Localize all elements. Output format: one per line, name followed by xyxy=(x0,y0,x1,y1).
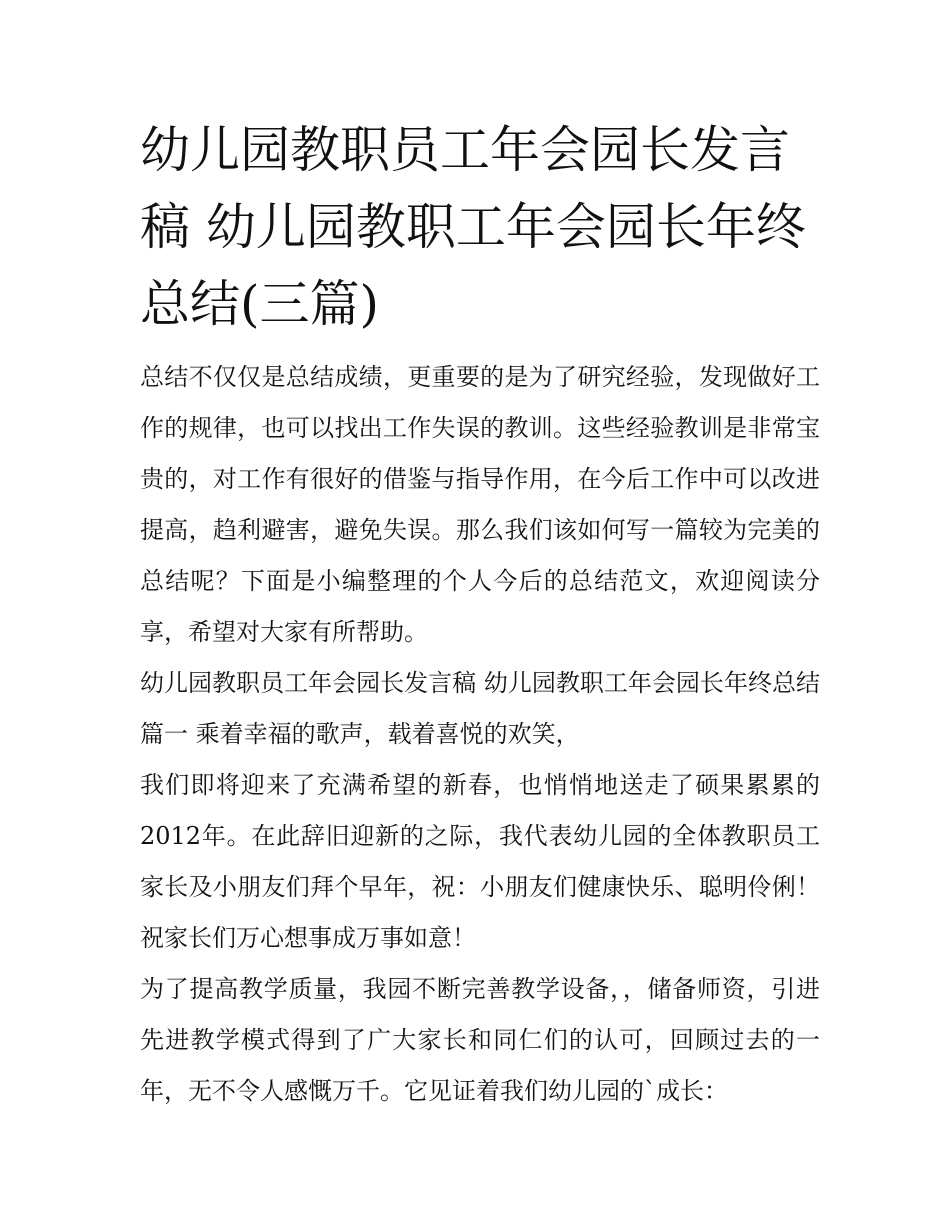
section-heading-paragraph: 幼儿园教职员工年会园长发言稿 幼儿园教职工年会园长年终总结篇一 乘着幸福的歌声，载着喜悦的欢笑， xyxy=(140,669,820,748)
greeting-paragraph: 我们即将迎来了充满希望的新春，也悄悄地送走了硕果累累的2012年。在此辞旧迎新的之际，我代表幼儿园的全体教职员工家长及小朋友们拜个早年，祝：小朋友们健康快乐、聪明伶俐！祝家长们万心想事成万事如意！ xyxy=(140,771,820,952)
review-paragraph: 为了提高教学质量，我园不断完善教学设备，，储备师资，引进先进教学模式得到了广大家长和同仁们的认可，回顾过去的一年，无不令人感慨万千。它见证着我们幼儿园的`成长： xyxy=(140,975,820,1105)
document-body xyxy=(140,352,820,1117)
intro-paragraph: 总结不仅仅是总结成绩，更重要的是为了研究经验，发现做好工作的规律，也可以找出工作失误的教训。这些经验教训是非常宝贵的，对工作有很好的借鉴与指导作用，在今后工作中可以改进提高，趋利避害，避免失误。那么我们该如何写一篇较为完美的总结呢？下面是小编整理的个人今后的总结范文，欢迎阅读分享，希望对大家有所帮助。 xyxy=(140,363,820,646)
document-title: 幼儿园教职员工年会园长发言稿 幼儿园教职工年会园长年终总结(三篇) xyxy=(140,121,806,333)
